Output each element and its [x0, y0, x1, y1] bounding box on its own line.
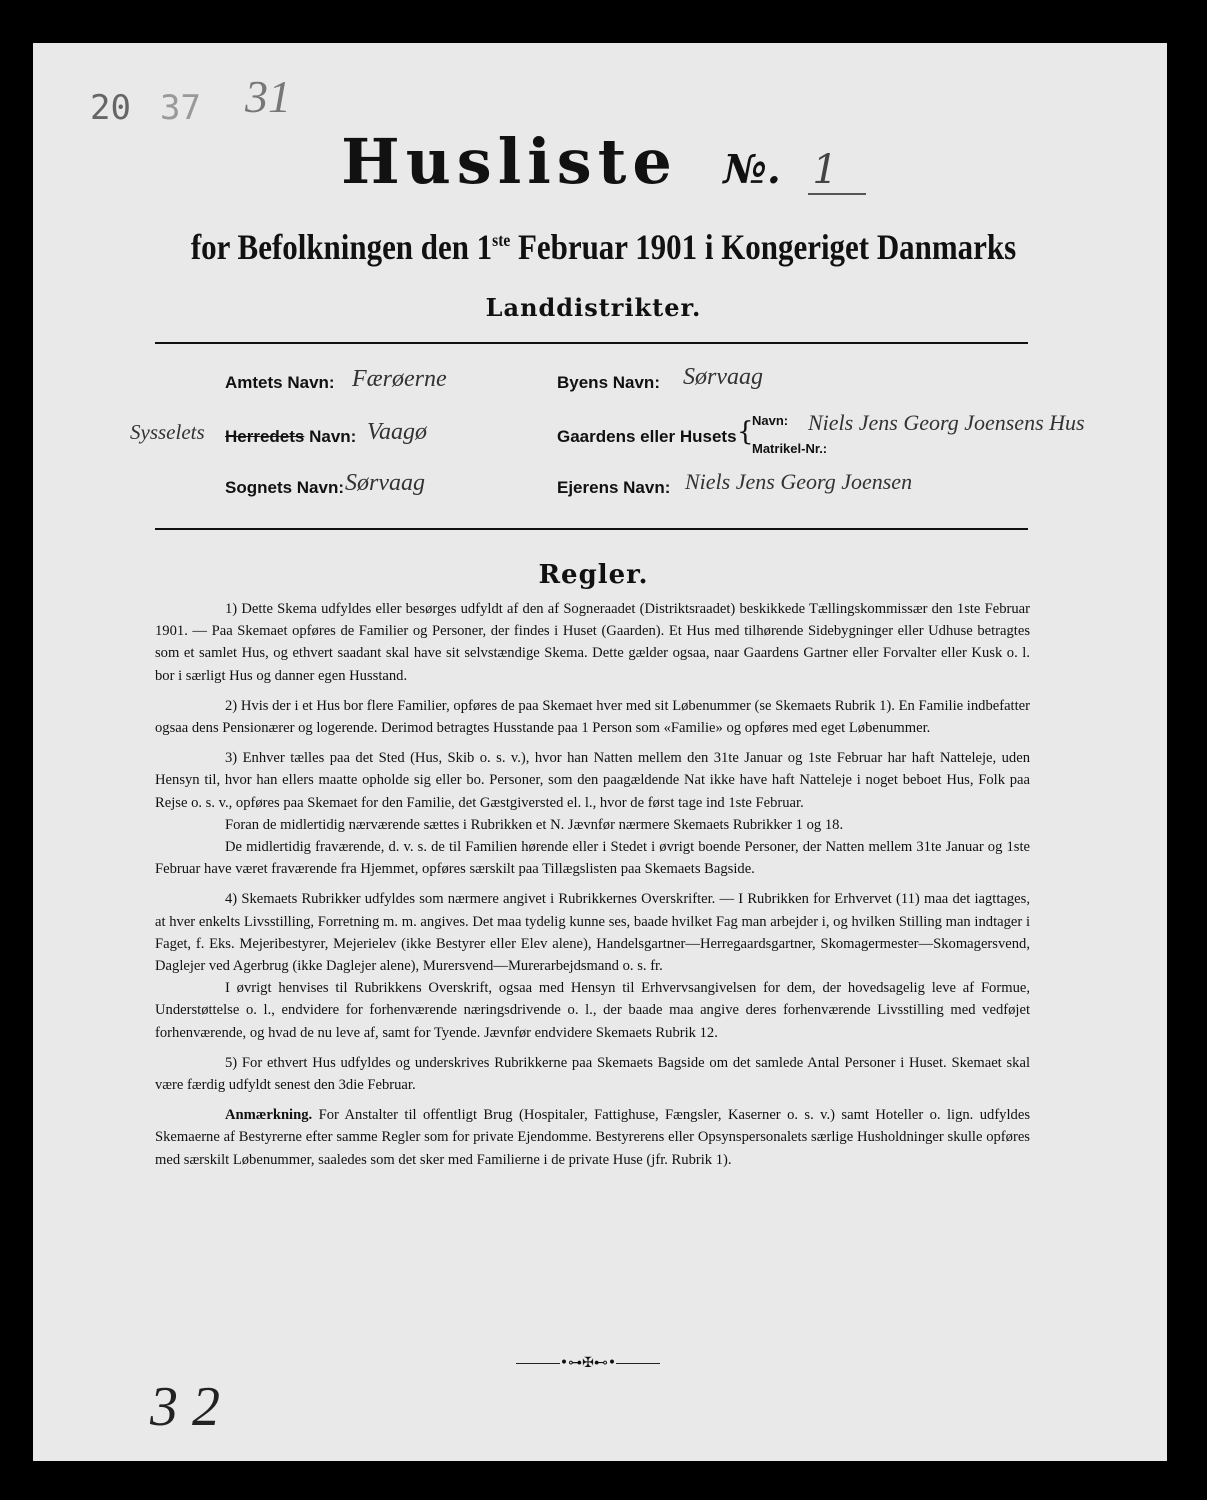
handwritten-number: 31	[245, 71, 291, 122]
herred-label	[225, 427, 356, 447]
amt-value: Færøerne	[352, 366, 447, 392]
bottom-divider	[155, 528, 1028, 530]
by-label: Byens Navn:	[557, 373, 660, 392]
subtitle-pre: for Befolkningen den 1	[190, 227, 493, 267]
rules-section	[155, 598, 1030, 1171]
number-label: №.	[723, 146, 781, 193]
ornament	[513, 1355, 663, 1371]
rule-4-extra: I øvrigt henvises til Rubrikkens Overskrift, ogsaa med Hensyn til Erhvervsangivelsen for dem, der hovedsagelig leve af Formue, Understøttelse o. l., endvidere for forhenværende næringsdrivende o. l., der baade maa angive deres forhenværende Livsstilling med vedføjet forhenværende, og hvad de nu leve af, samt for Tyende. Jævnfør endvidere Skemaets Rubrik 12.	[155, 980, 1030, 1041]
herred-value: Vaagø	[367, 419, 427, 445]
rule-3: 3) Enhver tælles paa det Sted (Hus, Skib o. s. v.), hvor han Natten mellem den 31te Januar og 1ste Februar har haft Natteleje, uden Hensyn til, hvor han ellers maatte opholde sig eller bo. Personer, som den paagældende Nat ikke have haft Natteleje i noget beboet Hus, Folk paa Rejse o. s. v., opføres paa Skemaet for den Familie, det Gæstgiversted el. l., hvor de først tage ind 1ste Februar.	[155, 750, 1030, 811]
district-label: Landdistrikter.	[485, 293, 702, 322]
gaard-value: Niels Jens Georg Joensens Hus	[808, 410, 1085, 435]
rule-5: 5) For ethvert Hus udfyldes og underskrives Rubrikkerne paa Skemaets Bagside om det samlede Antal Personer i Huset. Skemaet skal være færdig udfyldt senest den 3die Februar.	[155, 1054, 1030, 1094]
gaard-label: Gaardens eller Husets	[557, 427, 737, 446]
rule-1: 1) Dette Skema udfyldes eller besørges udfyldt af den af Sogneraadet (Distriktsraadet) beskikkede Tællingskommissær den 1ste Februar 1901. — Paa Skemaet opføres de Familier og Personer, der findes i Huset (Gaarden). Et Hus med tilhørende Sidebygninger eller Udhuse betragtes som et samlet Hus, og ethvert saadant skal have sit selvstændige Skema. Dette gælder ogsaa, naar Gaardens Gartner eller Forvalter eller Kusk o. l. bor i særligt Hus og danner egen Husstand.	[155, 601, 1030, 684]
ornament-glyph: •⊶✠⊷•	[559, 1355, 617, 1371]
rule-4: 4) Skemaets Rubrikker udfyldes som nærmere angivet i Rubrikkernes Overskrifter. — I Rubrikken for Erhvervet (11) maa det iagttages, at hver enkelts Livsstilling, Forretning m. m. angives. Det maa tydelig kunne ses, baade hvilket Fag man arbejder i, og hvilken Stilling man indtager i Faget, f. Eks. Mejeribestyrer, Mejerielev (ikke Bestyrer eller Elev alene), Handelsgartner—Herregaardsgartner, Skomagermester—Skomagersvend, Daglejer ved Agerbrug (ikke Daglejer alene), Murersvend—Murerarbejdsmand o. s. fr.	[155, 891, 1030, 975]
herred-strike: Herredets	[225, 427, 305, 446]
top-divider	[155, 342, 1028, 344]
by-value: Sørvaag	[683, 364, 763, 390]
archive-stamp-37: 37	[160, 88, 201, 128]
syssel-handwritten: Sysselets	[130, 420, 205, 444]
title-text: Husliste	[341, 125, 678, 198]
gaard-matr-label: Matrikel-Nr.:	[752, 441, 828, 456]
list-number: 1	[808, 147, 865, 195]
sogn-value: Sørvaag	[345, 470, 425, 496]
amt-label: Amtets Navn:	[225, 373, 335, 392]
rule-3-absent: De midlertidig fraværende, d. v. s. de til Familien hørende eller i Stedet i øvrigt boende Personer, der Natten mellem 31te Januar og 1ste Februar have været fraværende fra Hjemmet, opføres særskilt paa Tillægslisten paa Skemaets Bagside.	[155, 839, 1030, 878]
rules-title: Regler.	[538, 560, 649, 590]
page-title	[0, 125, 1207, 198]
subtitle-post: Februar 1901 i Kongeriget Danmarks	[510, 227, 1017, 267]
subtitle-sup: ste	[492, 230, 511, 250]
gaard-navn-label: Navn:	[752, 413, 789, 428]
rule-2: 2) Hvis der i et Hus bor flere Familier, opføres de paa Skemaet hver med sit Løbenummer (se Skemaets Rubrik 1). En Familie indbefatter ogsaa dens Pensionærer og logerende. Derimod betragtes Husstande paa 1 Person som «Familie» og opføres med eget Løbenummer.	[155, 697, 1030, 737]
rule-3-note-n: Foran de midlertidig nærværende sættes i Rubrikken et N. Jævnfør nærmere Skemaets Rubrikker 1 og 18.	[225, 816, 844, 833]
sogn-label: Sognets Navn:	[225, 478, 345, 497]
brace: {	[737, 417, 754, 447]
note	[155, 1104, 1030, 1171]
ejer-label: Ejerens Navn:	[557, 478, 671, 497]
archive-stamp-20: 20	[90, 88, 131, 128]
footer-handwritten: 3 2	[150, 1376, 220, 1438]
ejer-value: Niels Jens Georg Joensen	[685, 469, 913, 494]
note-label: Anmærkning.	[225, 1107, 313, 1124]
note-text: For Anstalter til offentligt Brug (Hospitaler, Fattighuse, Fængsler, Kaserner o. s. v.) samt Hoteller o. lign. udfyldes Skemaerne af Bestyrerne efter samme Regler som for private Ejendomme. Bestyrerens eller Opsynspersonalets særlige Husholdninger skulle opføres med særskilt Løbenummer, saaledes som det sker med Familierne i de private Huse (jfr. Rubrik 1).	[155, 1107, 1030, 1168]
subtitle	[84, 226, 1122, 268]
herred-navn: Navn:	[309, 427, 357, 446]
